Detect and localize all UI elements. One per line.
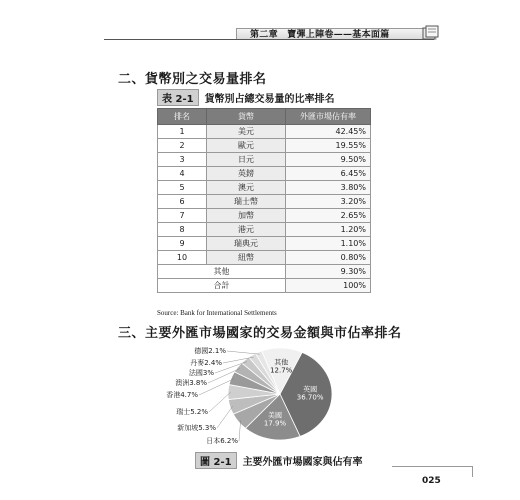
total-row-label: 合計 (158, 279, 286, 293)
pie-label-4: 瑞士5.2% (176, 408, 208, 416)
table-row (158, 195, 371, 209)
table-row (158, 153, 371, 167)
other-row (158, 265, 371, 279)
total-row (158, 279, 371, 293)
other-row-label: 其他 (158, 265, 286, 279)
table-row (158, 237, 371, 251)
share-cell: 42.45% (286, 125, 371, 139)
pie-label-10: 其他 12.7% (270, 358, 293, 375)
currency-cell: 瑞典元 (207, 237, 286, 251)
share-cell: 0.80% (286, 251, 371, 265)
currency-share-table (157, 108, 371, 293)
pie-label-9: 德國2.1% (194, 347, 226, 355)
table-row (158, 251, 371, 265)
other-row-share: 9.30% (286, 265, 371, 279)
page-number: 025 (422, 476, 441, 486)
figure-caption-text: 主要外匯市場國家與佔有率 (242, 457, 363, 468)
pie-label-3: 新加坡5.3% (177, 424, 216, 432)
currency-cell: 英鎊 (207, 167, 286, 181)
book-logo-icon (420, 24, 440, 42)
table-row (158, 223, 371, 237)
pie-label-2: 日本6.2% (206, 437, 238, 445)
rank-cell: 10 (158, 251, 207, 265)
share-cell: 6.45% (286, 167, 371, 181)
rank-cell: 9 (158, 237, 207, 251)
table-source: Source: Bank for International Settlements (157, 309, 277, 317)
pie-leader-line-9 (227, 351, 260, 354)
column-header-currency: 貨幣 (207, 109, 286, 125)
table-row (158, 139, 371, 153)
share-cell: 9.50% (286, 153, 371, 167)
share-cell: 3.20% (286, 195, 371, 209)
currency-cell: 港元 (207, 223, 286, 237)
currency-cell: 瑞士幣 (207, 195, 286, 209)
currency-cell: 日元 (207, 153, 286, 167)
table-header-row (158, 109, 371, 125)
column-header-share: 外匯市場佔有率 (286, 109, 371, 125)
table-row (158, 181, 371, 195)
section-title-currency-ranking: 二、貨幣別之交易量排名 (118, 72, 267, 87)
table-badge: 表 2-1 (157, 89, 199, 106)
pie-label-1: 美國 17.9% (263, 411, 287, 428)
currency-cell: 澳元 (207, 181, 286, 195)
share-cell: 1.10% (286, 237, 371, 251)
rank-cell: 8 (158, 223, 207, 237)
pie-label-7: 法國3% (188, 369, 214, 377)
pie-label-8: 丹麥2.4% (190, 359, 222, 367)
currency-cell: 美元 (207, 125, 286, 139)
share-cell: 3.80% (286, 181, 371, 195)
running-header (0, 26, 520, 40)
figure-caption (195, 452, 363, 469)
figure-badge: 圖 2-1 (195, 452, 237, 469)
rank-cell: 7 (158, 209, 207, 223)
currency-cell: 紐幣 (207, 251, 286, 265)
rank-cell: 2 (158, 139, 207, 153)
currency-cell: 歐元 (207, 139, 286, 153)
rank-cell: 6 (158, 195, 207, 209)
table-body (158, 125, 371, 293)
rank-cell: 3 (158, 153, 207, 167)
pie-leader-line-4 (209, 392, 231, 412)
total-row-share: 100% (286, 279, 371, 293)
rank-cell: 1 (158, 125, 207, 139)
section-title-market-ranking: 三、主要外匯市場國家的交易金額與市佔率排名 (118, 326, 402, 341)
market-share-pie-chart (150, 340, 410, 448)
table-row (158, 167, 371, 181)
pie-label-0: 英國 36.70% (296, 385, 324, 402)
rank-cell: 5 (158, 181, 207, 195)
share-cell: 2.65% (286, 209, 371, 223)
pie-label-6: 澳洲3.8% (175, 379, 207, 387)
chapter-title: 第二章 寶彈上陣卷——基本面篇 (250, 30, 390, 40)
table-row (158, 125, 371, 139)
column-header-rank: 排名 (158, 109, 207, 125)
table-row (158, 209, 371, 223)
table-caption-text: 貨幣別占總交易量的比率排名 (204, 94, 335, 105)
table-caption (157, 89, 335, 106)
pie-leader-line-3 (217, 406, 233, 428)
rank-cell: 4 (158, 167, 207, 181)
pie-label-5: 香港4.7% (166, 391, 198, 399)
share-cell: 19.55% (286, 139, 371, 153)
currency-cell: 加幣 (207, 209, 286, 223)
share-cell: 1.20% (286, 223, 371, 237)
